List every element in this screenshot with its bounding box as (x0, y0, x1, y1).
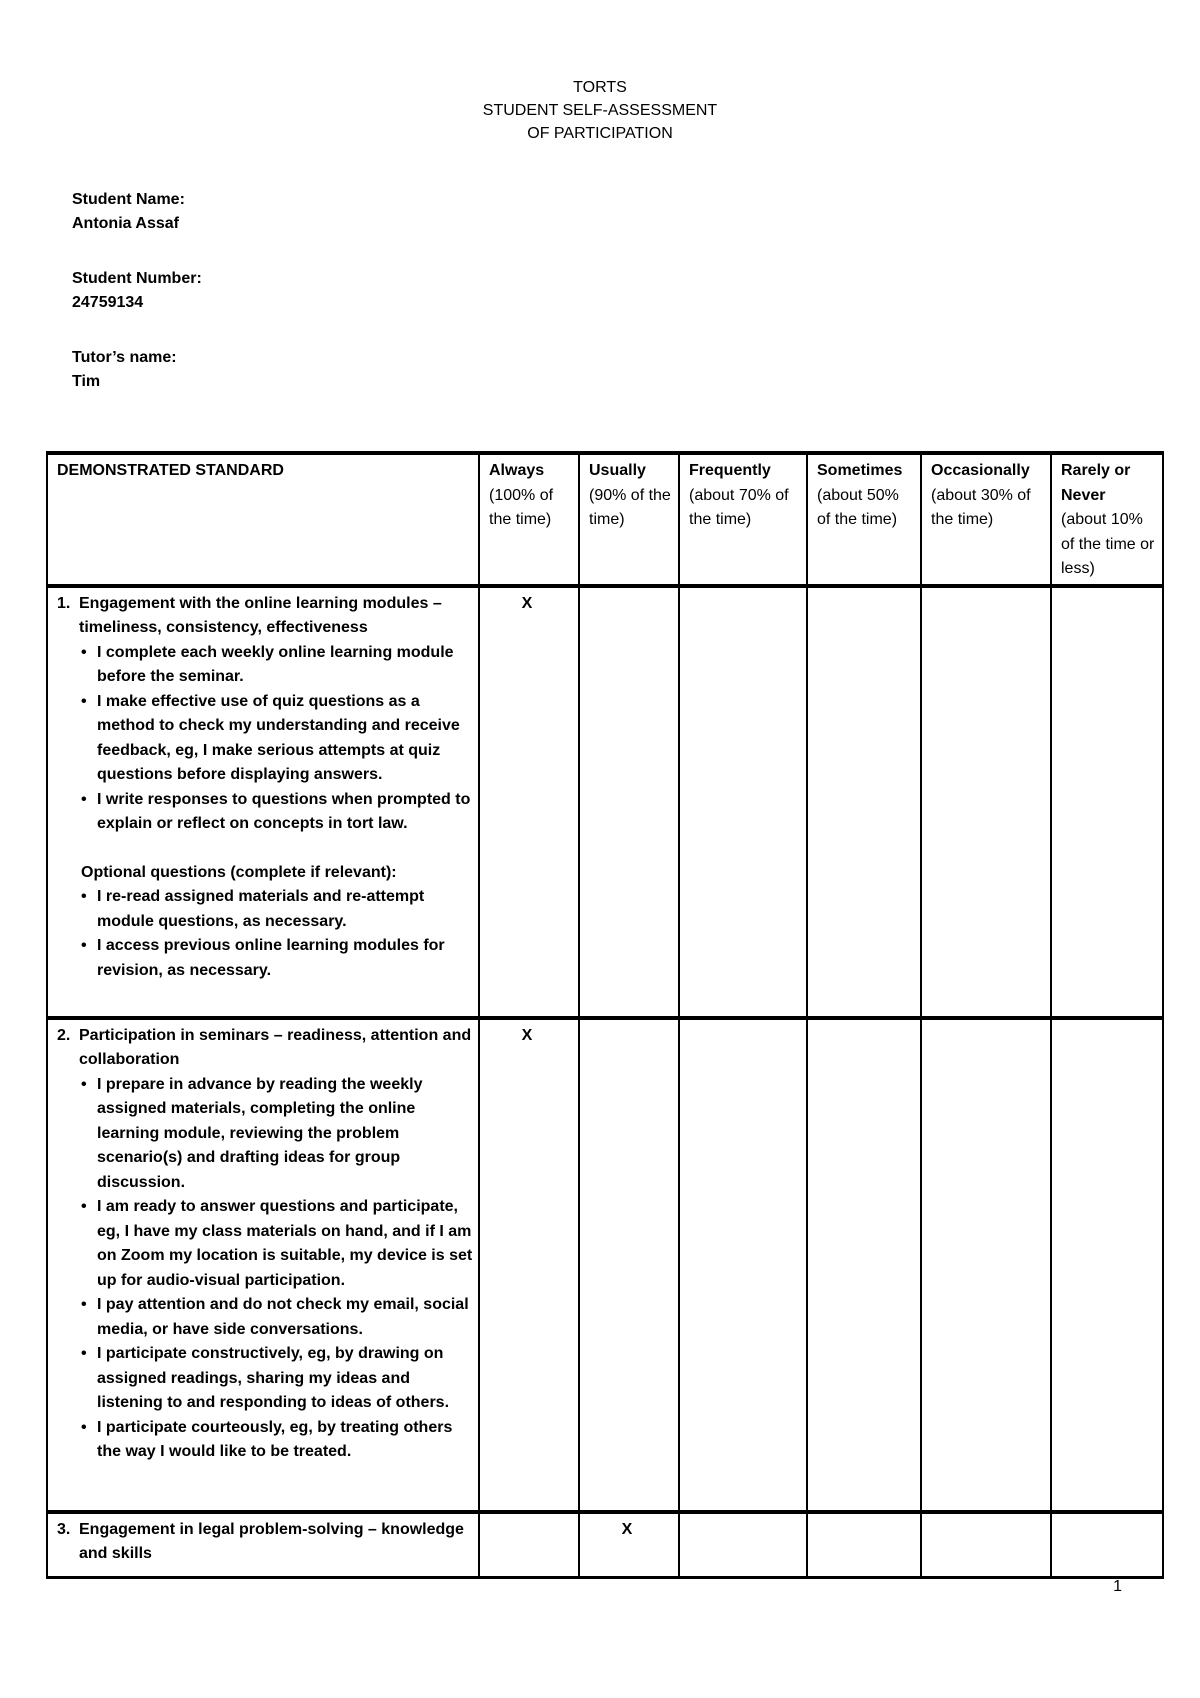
student-name-block (72, 188, 202, 236)
scale-header-usually (579, 453, 679, 586)
form-title-line-2: OF PARTICIPATION (527, 125, 673, 142)
rating-cell-usually[interactable] (579, 1018, 679, 1512)
scale-header-frequently (679, 453, 807, 586)
scale-header-rarely-or-never (1051, 453, 1163, 586)
student-info (72, 188, 202, 425)
list-item: • I pay attention and do not check my email, social media, or have side conversations. (81, 1293, 474, 1342)
criterion-number: 3. (57, 1520, 71, 1538)
student-number-label: Student Number: (72, 270, 202, 287)
scale-header-label: Occasionally (931, 462, 1030, 479)
rating-cell-sometimes[interactable] (807, 1512, 921, 1578)
rating-cell-occasionally[interactable] (921, 1512, 1051, 1578)
list-item: • I participate courteously, eg, by treating others the way I would like to be treated. (81, 1416, 474, 1465)
scale-header-description: (about 50% of the time) (817, 486, 899, 528)
tutor-name-block (72, 346, 202, 394)
scale-header-occasionally (921, 453, 1051, 586)
rating-cell-frequently[interactable] (679, 586, 807, 1018)
student-number-block (72, 267, 202, 315)
rating-cell-sometimes[interactable] (807, 586, 921, 1018)
criterion-bullets (57, 641, 474, 837)
rating-cell-frequently[interactable] (679, 1512, 807, 1578)
criterion-number: 2. (57, 1026, 71, 1044)
criterion-title-text: Participation in seminars – readiness, attention and collaboration (79, 1026, 472, 1068)
tutor-name-label: Tutor’s name: (72, 349, 177, 366)
student-name-value: Antonia Assaf (72, 215, 179, 232)
criterion-title (57, 1518, 474, 1567)
list-item: • I re-read assigned materials and re-attempt module questions, as necessary. (81, 885, 474, 934)
rating-cell-rarely-or-never[interactable] (1051, 586, 1163, 1018)
optional-bullets (57, 885, 474, 983)
list-item: • I make effective use of quiz questions as a method to check my understanding and receive feedback, eg, I make serious attempts at quiz questions before displaying answers. (81, 690, 474, 788)
rating-cell-frequently[interactable] (679, 1018, 807, 1512)
scale-header-always (479, 453, 579, 586)
rating-cell-always[interactable]: X (479, 1018, 579, 1512)
self-assessment-table (46, 451, 1164, 1579)
rating-cell-occasionally[interactable] (921, 586, 1051, 1018)
scale-header-label: Frequently (689, 462, 771, 479)
rating-cell-rarely-or-never[interactable] (1051, 1018, 1163, 1512)
list-item: • I complete each weekly online learning module before the seminar. (81, 641, 474, 690)
criterion-cell (47, 1018, 479, 1512)
scale-header-label: Sometimes (817, 462, 903, 479)
rating-cell-always[interactable]: X (479, 586, 579, 1018)
list-item: • I am ready to answer questions and participate, eg, I have my class materials on hand, and if I am on Zoom my location is suitable, my device is set up for audio-visual participation. (81, 1195, 474, 1293)
list-item: • I participate constructively, eg, by drawing on assigned readings, sharing my ideas and listening to and responding to ideas of others. (81, 1342, 474, 1416)
scale-header-label: Rarely or Never (1061, 462, 1131, 504)
rating-cell-sometimes[interactable] (807, 1018, 921, 1512)
rating-cell-always[interactable] (479, 1512, 579, 1578)
standard-column-header: DEMONSTRATED STANDARD (47, 453, 479, 586)
list-item: • I access previous online learning modules for revision, as necessary. (81, 934, 474, 983)
course-title: TORTS (573, 79, 627, 96)
criterion-number: 1. (57, 594, 71, 612)
rating-cell-usually[interactable]: X (579, 1512, 679, 1578)
list-item: • I write responses to questions when prompted to explain or reflect on concepts in tort law. (81, 788, 474, 837)
scale-header-label: Always (489, 462, 545, 479)
scale-header-label: Usually (589, 462, 646, 479)
rating-cell-usually[interactable] (579, 586, 679, 1018)
student-number-value: 24759134 (72, 294, 144, 311)
table-row (47, 1512, 1163, 1578)
page-number: 1 (1113, 1578, 1122, 1595)
criterion-cell (47, 1512, 479, 1578)
optional-questions-label: Optional questions (complete if relevant): (81, 863, 397, 881)
criterion-title-text: Engagement in legal problem-solving – knowledge and skills (79, 1520, 464, 1562)
scale-header-description: (about 30% of the time) (931, 486, 1031, 528)
criterion-title (57, 1024, 474, 1073)
rating-cell-rarely-or-never[interactable] (1051, 1512, 1163, 1578)
document-heading (0, 76, 1200, 145)
criterion-title (57, 592, 474, 641)
list-item: • I prepare in advance by reading the weekly assigned materials, completing the online learning module, reviewing the problem scenario(s) and drafting ideas for group discussion. (81, 1073, 474, 1196)
criterion-bullets (57, 1073, 474, 1465)
rating-cell-occasionally[interactable] (921, 1018, 1051, 1512)
tutor-name-value: Tim (72, 373, 101, 390)
table-row (47, 1018, 1163, 1512)
student-name-label: Student Name: (72, 191, 185, 208)
scale-header-description: (about 70% of the time) (689, 486, 789, 528)
scale-header-description: (100% of the time) (489, 486, 554, 528)
criterion-title-text: Engagement with the online learning modules – timeliness, consistency, effectiveness (79, 594, 442, 636)
table-row (47, 586, 1163, 1018)
scale-header-description: (about 10% of the time or less) (1061, 511, 1155, 577)
form-title-line-1: STUDENT SELF-ASSESSMENT (482, 102, 718, 119)
scale-header-sometimes (807, 453, 921, 586)
scale-header-description: (90% of the time) (589, 486, 671, 528)
criterion-cell (47, 586, 479, 1018)
table-header-row (47, 453, 1163, 586)
